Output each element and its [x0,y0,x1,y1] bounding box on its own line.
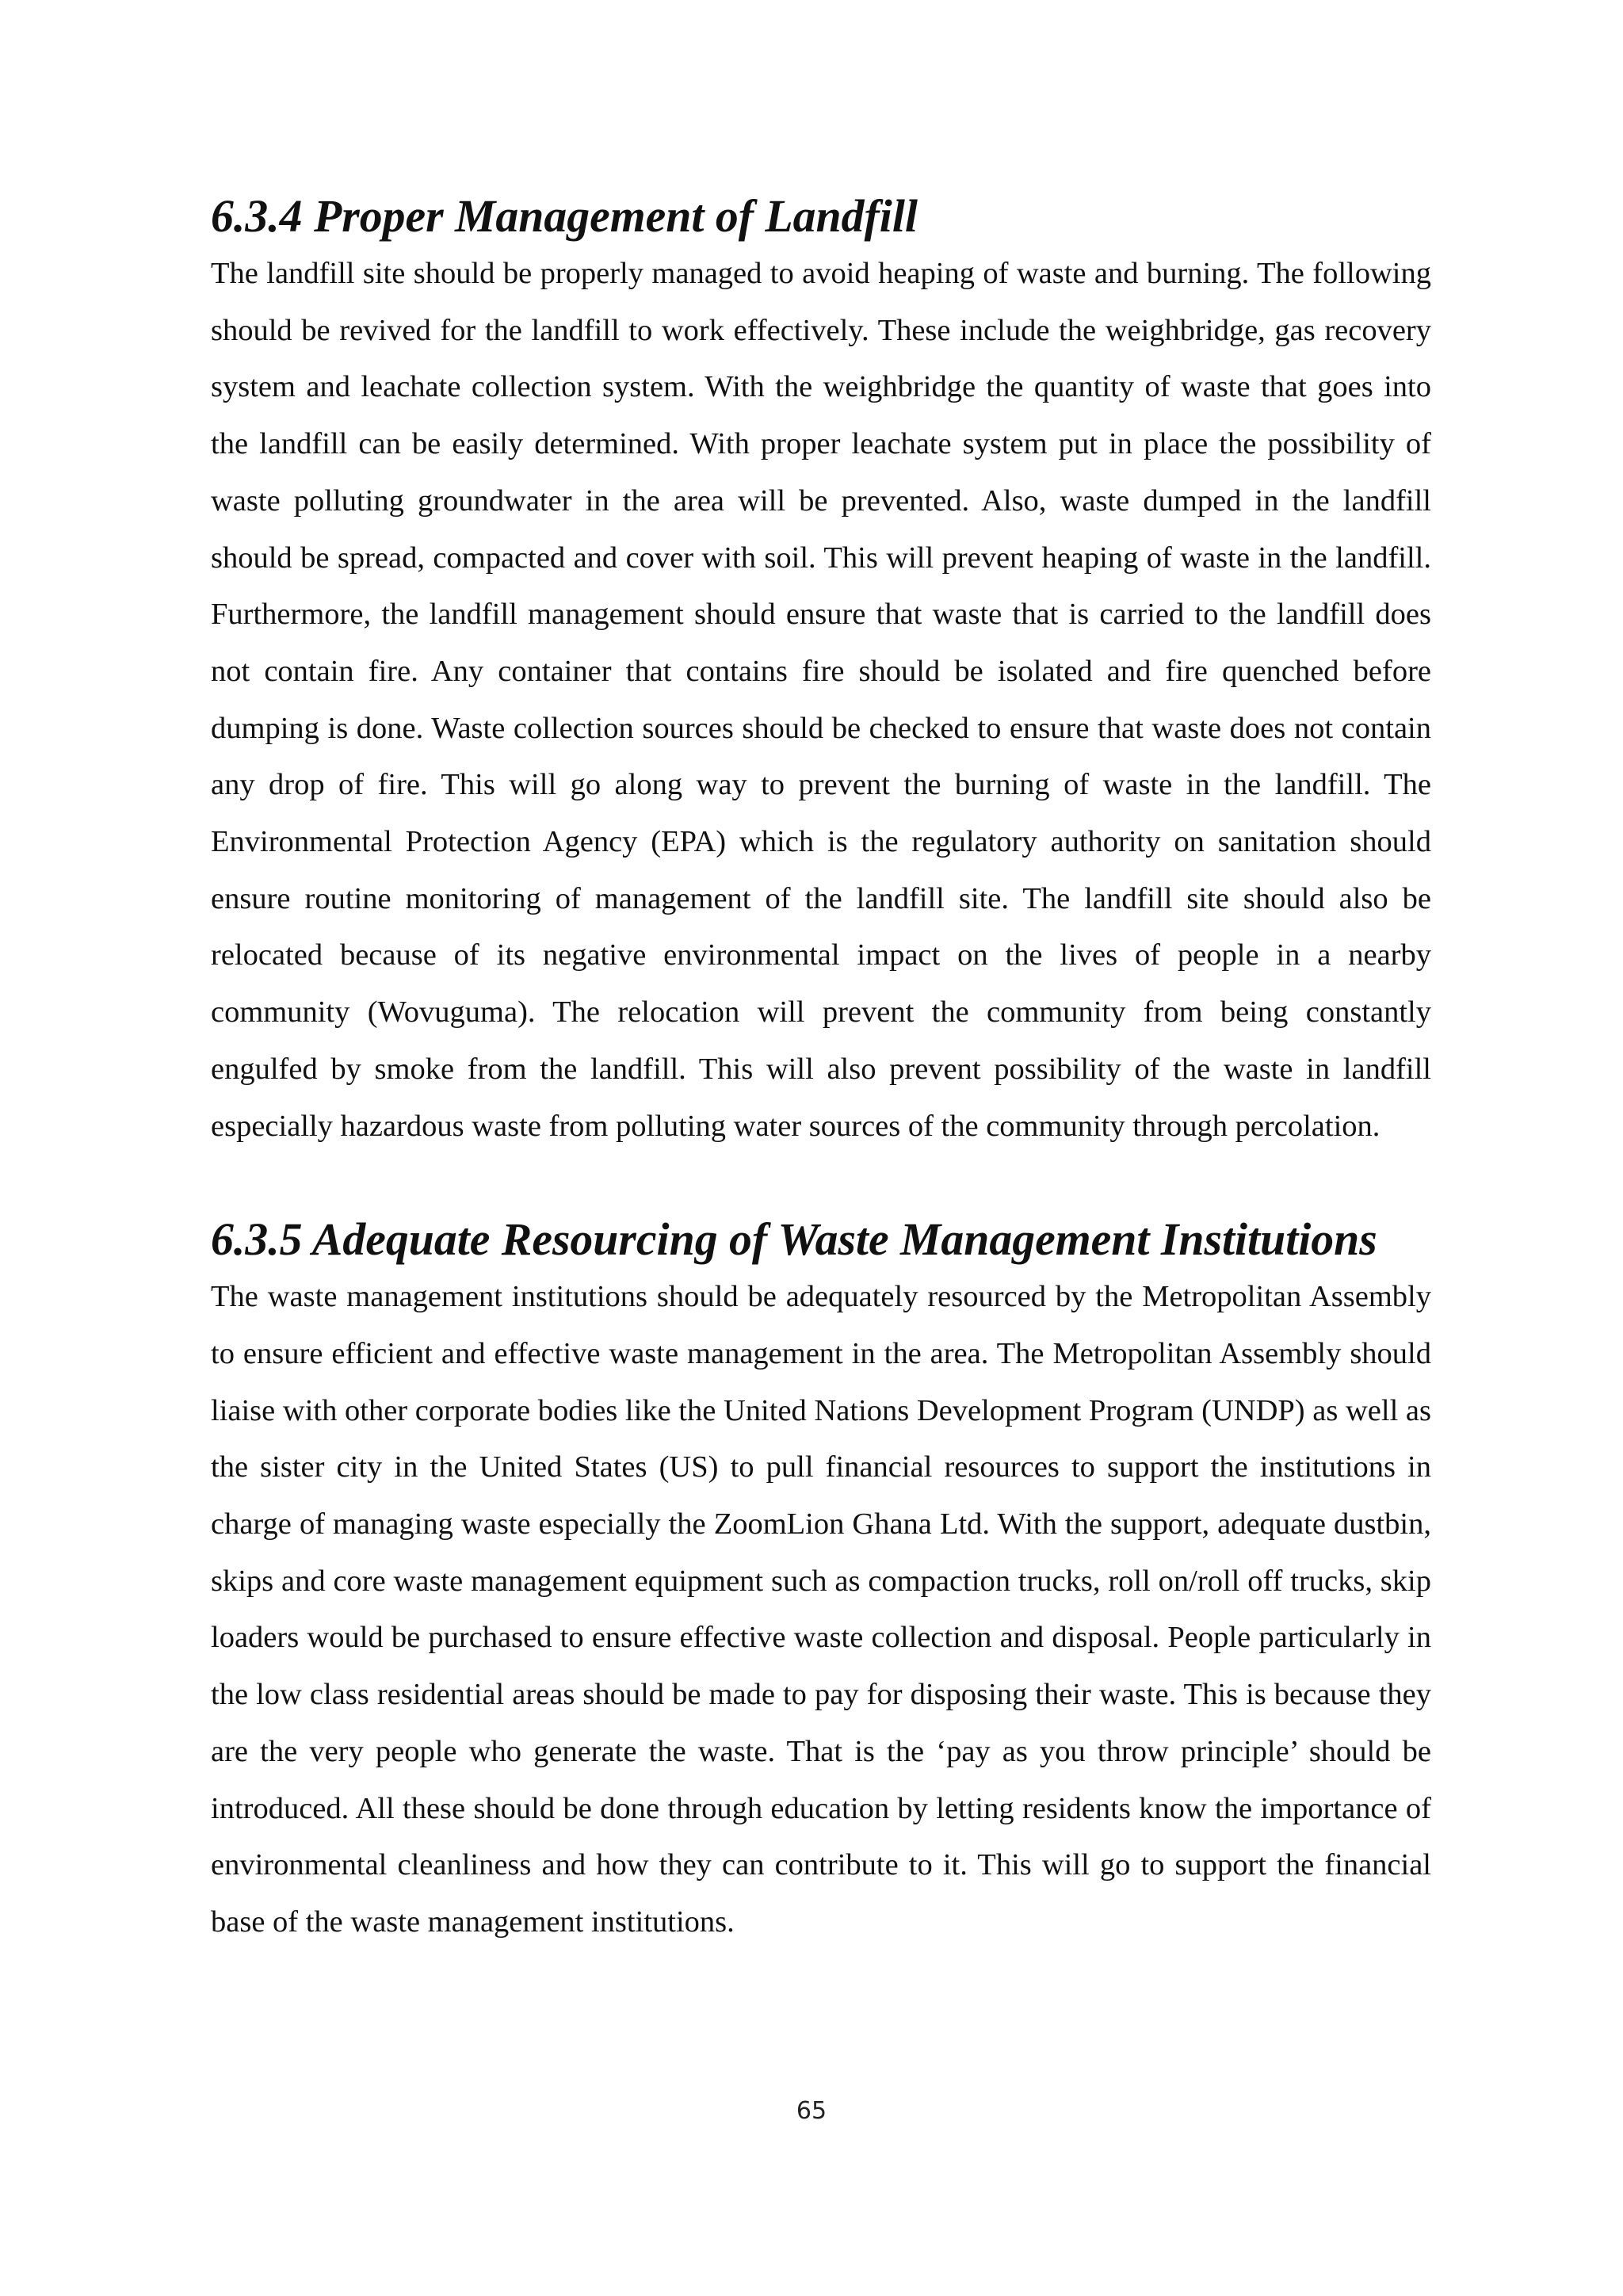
section-body-6-3-4: The landfill site should be properly managed to avoid heaping of waste and burning. The following should be revived for the landfill to work effectively. These include the weighbridge, gas recovery system and leachate collection system. With the weighbridge the quantity of waste that goes into the landfill can be easily determined. With proper leachate system put in place the possibility of waste polluting groundwater in the area will be prevented. Also, waste dumped in the landfill should be spread, compacted and cover with soil. This will prevent heaping of waste in the landfill. Furthermore, the landfill management should ensure that waste that is carried to the landfill does not contain fire. Any container that contains fire should be isolated and fire quenched before dumping is done. Waste collection sources should be checked to ensure that waste does not contain any drop of fire. This will go along way to prevent the burning of waste in the landfill. The Environmental Protection Agency (EPA) which is the regulatory authority on sanitation should ensure routine monitoring of management of the landfill site. The landfill site should also be relocated because of its negative environmental impact on the lives of people in a nearby community (Wovuguma). The relocation will prevent the community from being constantly engulfed by smoke from the landfill. This will also prevent possibility of the waste in landfill especially hazardous waste from polluting water sources of the community through percolation. [211,257,1431,1143]
section-heading-6-3-4: 6.3.4 Proper Management of Landfill [211,192,918,242]
page-content [211,189,1431,1951]
section-heading-6-3-5: 6.3.5 Adequate Resourcing of Waste Management Institutions [211,1215,1377,1266]
section-body-6-3-5: The waste management institutions should be adequately resourced by the Metropolitan Assembly to ensure efficient and effective waste management in the area. The Metropolitan Assembly should liaise with other corporate bodies like the United Nations Development Program (UNDP) as well as the sister city in the United States (US) to pull financial resources to support the institutions in charge of managing waste especially the ZoomLion Ghana Ltd. With the support, adequate dustbin, skips and core waste management equipment such as compaction trucks, roll on/roll off trucks, skip loaders would be purchased to ensure effective waste collection and disposal. People particularly in the low class residential areas should be made to pay for disposing their waste. This is because they are the very people who generate the waste. That is the ‘pay as you throw principle’ should be introduced. All these should be done through education by letting residents know the importance of environmental cleanliness and how they can contribute to it. This will go to support the financial base of the waste management institutions. [211,1280,1431,1939]
page-number: 65 [796,2097,827,2125]
section-spacer [211,1155,1431,1212]
